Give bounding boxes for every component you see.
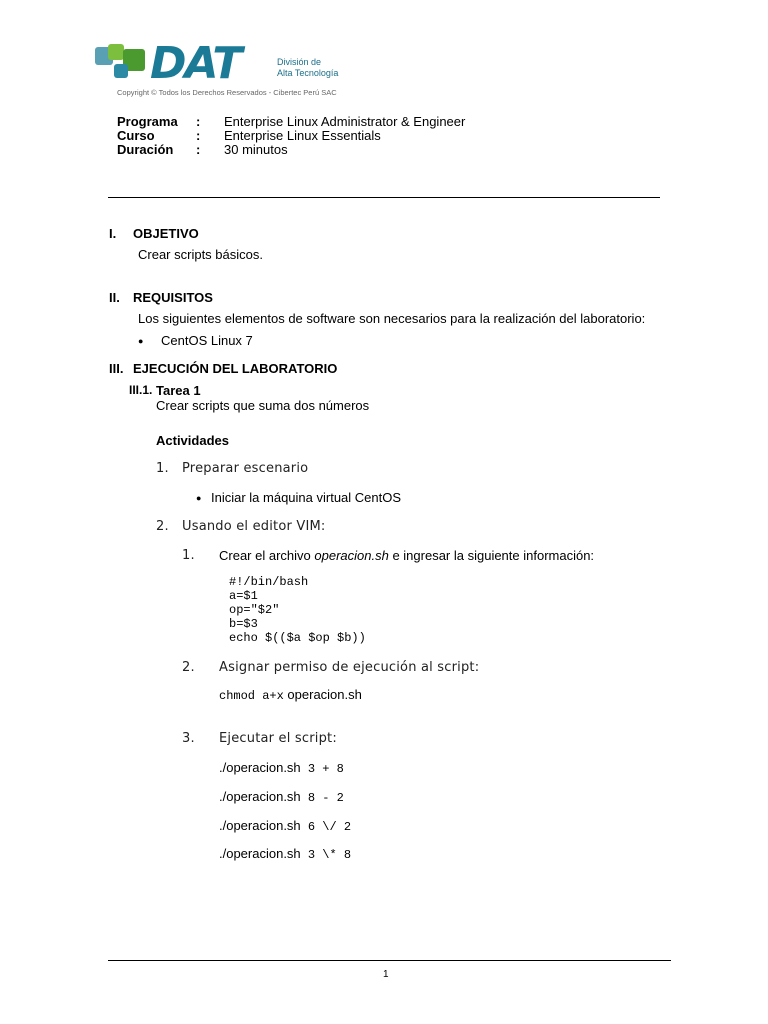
run-file: ./operacion.sh [219, 818, 301, 833]
section-3-number: III. [109, 361, 124, 376]
run-args: 3 + 8 [300, 762, 344, 776]
run-command [219, 789, 344, 806]
program-label: Programa [117, 114, 178, 129]
step-2-text: Usando el editor VIM: [182, 519, 326, 534]
code-line: a=$1 [229, 589, 258, 603]
page-number: 1 [383, 969, 389, 980]
substep-1-pre: Crear el archivo [219, 548, 315, 563]
footer-divider [108, 960, 671, 961]
step-2-number: 2. [156, 519, 169, 534]
code-line: #!/bin/bash [229, 575, 309, 589]
program-value: Enterprise Linux Administrator & Engineer [224, 114, 466, 129]
step-1-text: Preparar escenario [182, 461, 309, 476]
substep-3-number: 3. [182, 731, 195, 746]
logo-subtitle-2: Alta Tecnología [277, 68, 339, 78]
substep-1-post: e ingresar la siguiente información: [388, 548, 595, 563]
course-sep: : [196, 128, 201, 143]
section-1-body: Crear scripts básicos. [138, 247, 263, 262]
bullet-icon: ● [196, 493, 202, 503]
run-args: 6 \/ 2 [300, 820, 352, 834]
run-file: ./operacion.sh [219, 760, 301, 775]
header-divider [108, 197, 660, 198]
copyright-text: Copyright © Todos los Derechos Reservados - Cibertec Perú SAC [117, 88, 337, 97]
course-value: Enterprise Linux Essentials [224, 128, 381, 143]
logo-subtitle-1: División de [277, 57, 322, 67]
code-line: op="$2" [229, 603, 280, 617]
step-1-number: 1. [156, 461, 169, 476]
course-label: Curso [117, 128, 155, 143]
chmod-command [219, 687, 362, 704]
section-2-title: REQUISITOS [133, 290, 213, 305]
section-1-number: I. [109, 226, 117, 241]
program-sep: : [196, 114, 201, 129]
section-2-body: Los siguientes elementos de software son necesarios para la realización del laboratorio: [138, 311, 646, 326]
chmod-file: operacion.sh [283, 687, 362, 702]
substep-2-number: 2. [182, 660, 195, 675]
activities-heading: Actividades [156, 433, 229, 448]
section-1-title: OBJETIVO [133, 226, 199, 241]
task-number: III.1. [129, 383, 153, 397]
duration-value: 30 minutos [224, 142, 288, 157]
logo-text: DAT [150, 38, 241, 89]
substep-1-file: operacion.sh [314, 548, 389, 563]
bullet-icon: ● [138, 336, 144, 346]
task-title: Tarea 1 [156, 383, 201, 398]
run-file: ./operacion.sh [219, 846, 301, 861]
duration-sep: : [196, 142, 201, 157]
substep-1-text [219, 548, 594, 563]
requirement-item: CentOS Linux 7 [161, 333, 253, 348]
run-args: 3 \* 8 [300, 848, 352, 862]
run-command [219, 760, 344, 777]
section-2-number: II. [109, 290, 120, 305]
substep-2-text: Asignar permiso de ejecución al script: [219, 660, 480, 675]
step-1-bullet: Iniciar la máquina virtual CentOS [211, 490, 402, 505]
logo-square-2 [108, 44, 124, 60]
chmod-cmd: chmod a+x [219, 689, 284, 703]
run-command [219, 818, 351, 835]
run-args: 8 - 2 [300, 791, 344, 805]
run-command [219, 846, 351, 863]
duration-label: Duración [117, 142, 174, 157]
substep-3-text: Ejecutar el script: [219, 731, 337, 746]
run-file: ./operacion.sh [219, 789, 301, 804]
logo-square-4 [114, 64, 128, 78]
task-description: Crear scripts que suma dos números [156, 398, 370, 413]
substep-1-number: 1. [182, 548, 195, 563]
code-line: echo $(($a $op $b)) [229, 631, 366, 645]
section-3-title: EJECUCIÓN DEL LABORATORIO [133, 361, 338, 376]
code-line: b=$3 [229, 617, 258, 631]
